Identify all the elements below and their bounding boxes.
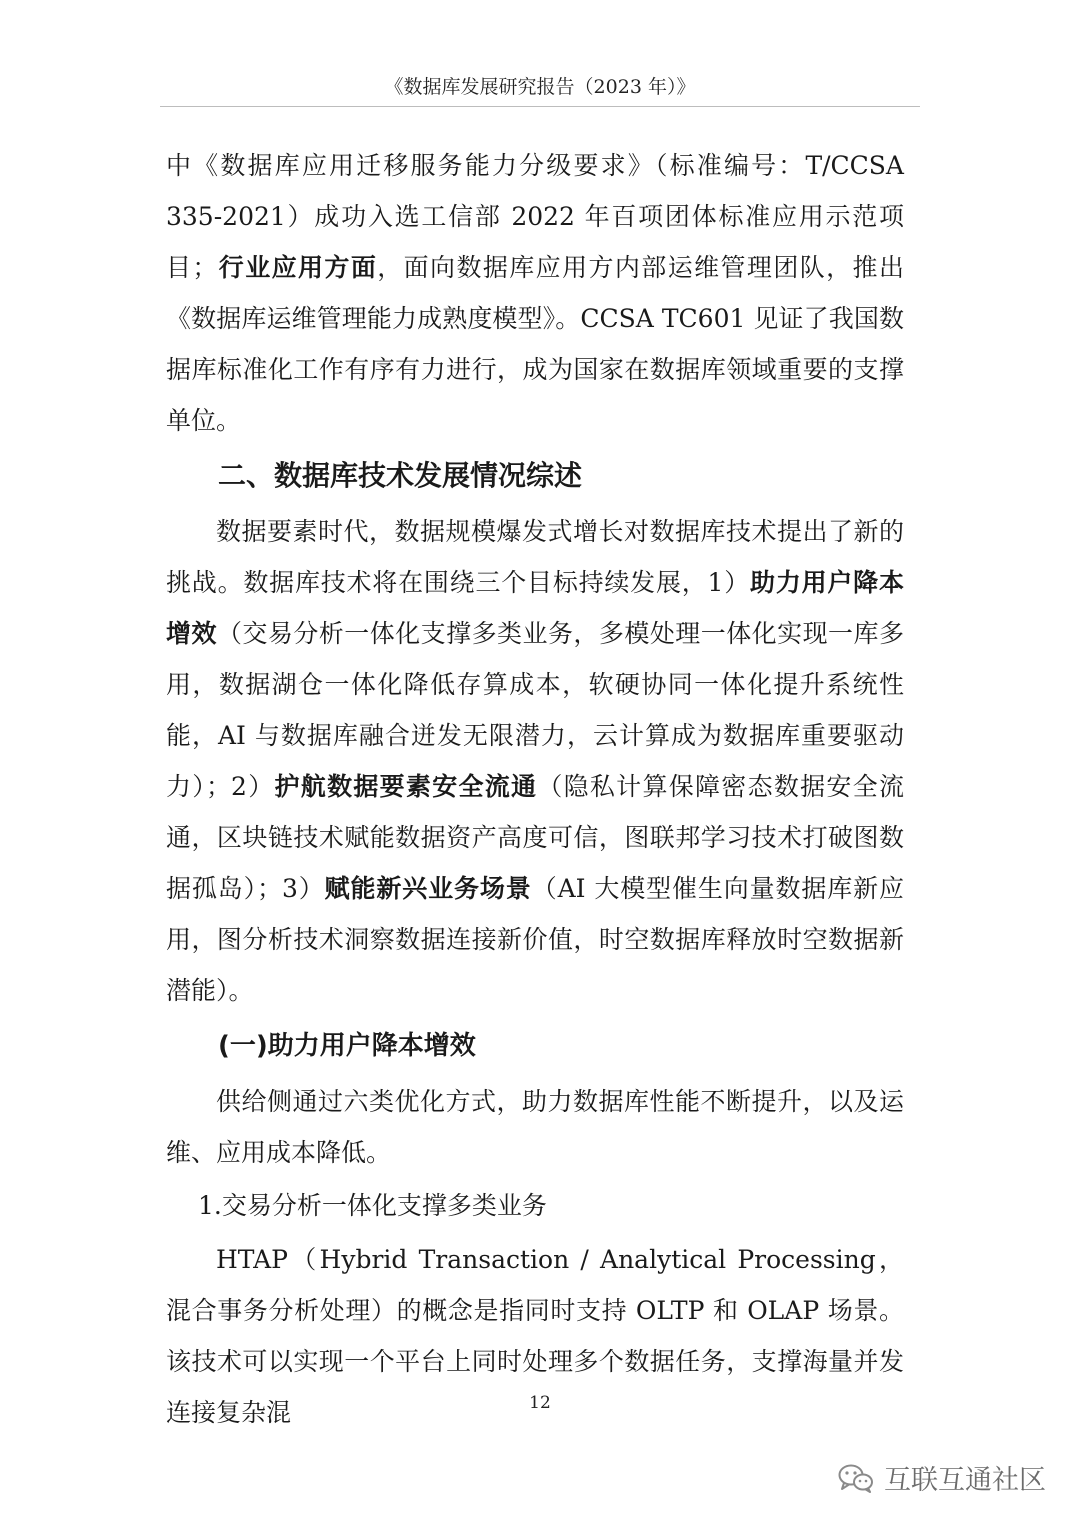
watermark (838, 1458, 1046, 1497)
subsection-heading: (一)助力用户降本增效 (218, 1031, 476, 1061)
paragraph-text: 中《数据库应用迁移服务能力分级要求》（标准编号：T/CCSA 335-2021）成功入选工信部 2022 年百项团体标准应用示范项目； (166, 151, 904, 282)
subsubsection-heading: 1.交易分析一体化支撑多类业务 (198, 1191, 547, 1220)
page-number: 12 (529, 1393, 551, 1413)
paragraph-standards (166, 140, 904, 446)
running-header: 《数据库发展研究报告（2023 年）》 (384, 76, 696, 98)
bold-phrase: 护航数据要素安全流通 (274, 772, 538, 801)
page-body (166, 140, 904, 1438)
paragraph-text: （隐私计算保障密态数据安全流通，区块链技术赋能数据资产高度可信，图联邦学习技术打破图数据孤岛）；3） (166, 772, 904, 903)
paragraph-text: 数据要素时代，数据规模爆发式增长对数据库技术提出了新的挑战。数据库技术将在围绕三个目标持续发展，1） (166, 517, 904, 597)
bold-phrase: 助力用户降本增效 (166, 568, 904, 648)
bold-phrase: 赋能新兴业务场景 (324, 874, 532, 903)
header-divider (160, 106, 920, 107)
paragraph-text: ，面向数据库应用方内部运维管理团队，推出《数据库运维管理能力成熟度模型》。CCSA TC601 见证了我国数据库标准化工作有序有力进行，成为国家在数据库领域重要的支撑单位。 (166, 253, 904, 435)
bold-phrase: 行业应用方面 (217, 253, 378, 282)
paragraph-overview (166, 506, 904, 1016)
paragraph-text: （AI 大模型催生向量数据库新应用，图分析技术洞察数据连接新价值，时空数据库释放时空数据新潜能）。 (166, 874, 904, 1005)
section-heading: 二、数据库技术发展情况综述 (218, 459, 583, 492)
wechat-icon (838, 1463, 874, 1493)
paragraph-text: （交易分析一体化支撑多类业务，多模处理一体化实现一库多用，数据湖仓一体化降低存算成本，软硬协同一体化提升系统性能，AI 与数据库融合迸发无限潜力，云计算成为数据库重要驱动力）；2） (166, 619, 904, 801)
paragraph-htap: HTAP（Hybrid Transaction / Analytical Processing，混合事务分析处理）的概念是指同时支持 OLTP 和 OLAP 场景。该技术可以实现一个平台上同时处理多个数据任务，支撑海量并发连接复杂混 (166, 1245, 904, 1427)
watermark-text: 互联互通社区 (884, 1465, 1046, 1496)
paragraph-supply-side: 供给侧通过六类优化方式，助力数据库性能不断提升，以及运维、应用成本降低。 (166, 1087, 904, 1167)
